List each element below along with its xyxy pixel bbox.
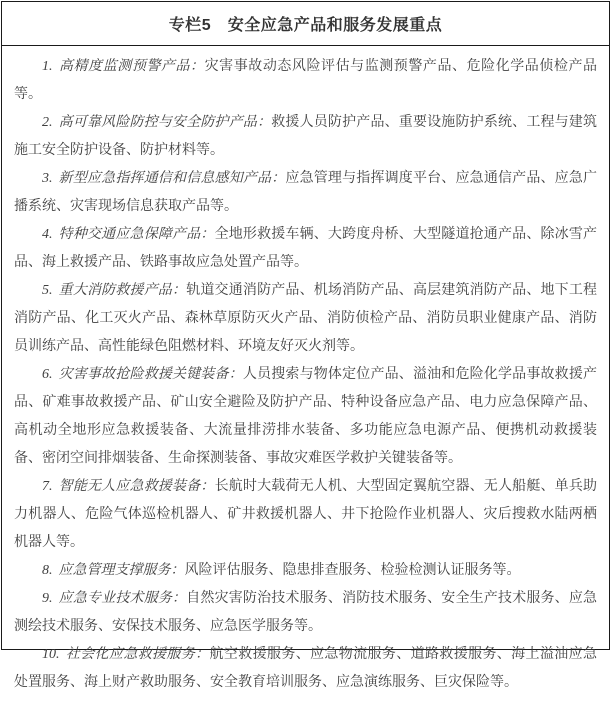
item-label: 社会化应急救援服务： <box>65 647 210 662</box>
item-text: 长航时大载荷无人机、大型固定翼航空器、无人船艇、单兵助力机器人、危险气体巡检机器人、矿井救援机器人、井下抢险作业机器人、灾后搜救水陆两栖机器人等。 <box>14 479 598 550</box>
list-item <box>14 277 597 361</box>
item-number: 2. <box>42 115 53 130</box>
item-label: 应急专业技术服务： <box>58 591 187 606</box>
item-text: 救援人员防护产品、重要设施防护系统、工程与建筑施工安全防护设备、防护材料等。 <box>14 115 598 158</box>
list-item <box>14 361 597 473</box>
item-text: 风险评估服务、隐患排查服务、检验检测认证服务等。 <box>184 563 521 578</box>
item-number: 5. <box>42 283 53 298</box>
list-item <box>14 585 597 641</box>
item-number: 7. <box>42 479 53 494</box>
item-label: 应急管理支撑服务： <box>58 563 185 578</box>
item-text: 航空救援服务、应急物流服务、道路救援服务、海上溢油应急处置服务、海上财产救助服务、安全教育培训服务、应急演练服务、巨灾保险等。 <box>14 647 598 690</box>
list-item <box>14 165 597 221</box>
item-text: 灾害事故动态风险评估与监测预警产品、危险化学品侦检产品等。 <box>14 59 598 102</box>
item-text: 全地形救援车辆、大跨度舟桥、大型隧道抢通产品、除冰雪产品、海上救援产品、铁路事故应急处置产品等。 <box>14 227 598 270</box>
item-number: 8. <box>42 563 53 578</box>
column-box-body <box>2 46 609 707</box>
item-text: 人员搜索与物体定位产品、溢油和危险化学品事故救援产品、矿难事故救援产品、矿山安全避险及防护产品、特种设备应急产品、电力应急保障产品、高机动全地形应急救援装备、大流量排涝排水装备、多功能应急电源产品、便携机动救援装备、密闭空间排烟装备、生命探测装备、事故灾难医学救护关键装备等。 <box>14 367 598 466</box>
item-label: 新型应急指挥通信和信息感知产品： <box>58 171 286 186</box>
item-number: 4. <box>42 227 53 242</box>
item-label: 智能无人应急救援装备： <box>58 479 215 494</box>
item-number: 9. <box>42 591 53 606</box>
item-number: 10. <box>42 647 60 662</box>
list-item <box>14 557 597 585</box>
item-text: 轨道交通消防产品、机场消防产品、高层建筑消防产品、地下工程消防产品、化工灭火产品、森林草原防灭火产品、消防侦检产品、消防员职业健康产品、消防员训练产品、高性能绿色阻燃材料、环境友好灭火剂等。 <box>14 283 598 354</box>
list-item <box>14 221 597 277</box>
list-item <box>14 641 597 697</box>
item-label: 灾害事故抢险救援关键装备： <box>58 367 243 382</box>
item-label: 高精度监测预警产品： <box>58 59 205 74</box>
list-item <box>14 109 597 165</box>
item-number: 3. <box>42 171 53 186</box>
item-text: 自然灾害防治技术服务、消防技术服务、安全生产技术服务、应急测绘技术服务、安保技术服务、应急医学服务等。 <box>14 591 598 634</box>
item-number: 6. <box>42 367 53 382</box>
item-text: 应急管理与指挥调度平台、应急通信产品、应急广播系统、灾害现场信息获取产品等。 <box>14 171 598 214</box>
column-box-title: 专栏5 安全应急产品和服务发展重点 <box>168 17 443 34</box>
item-label: 重大消防救援产品： <box>58 283 187 298</box>
list-item <box>14 473 597 557</box>
item-label: 高可靠风险防控与安全防护产品： <box>58 115 272 130</box>
column-box-header <box>2 2 609 46</box>
list-item <box>14 53 597 109</box>
item-number: 1. <box>42 59 53 74</box>
column-box <box>1 1 610 690</box>
item-label: 特种交通应急保障产品： <box>58 227 215 242</box>
